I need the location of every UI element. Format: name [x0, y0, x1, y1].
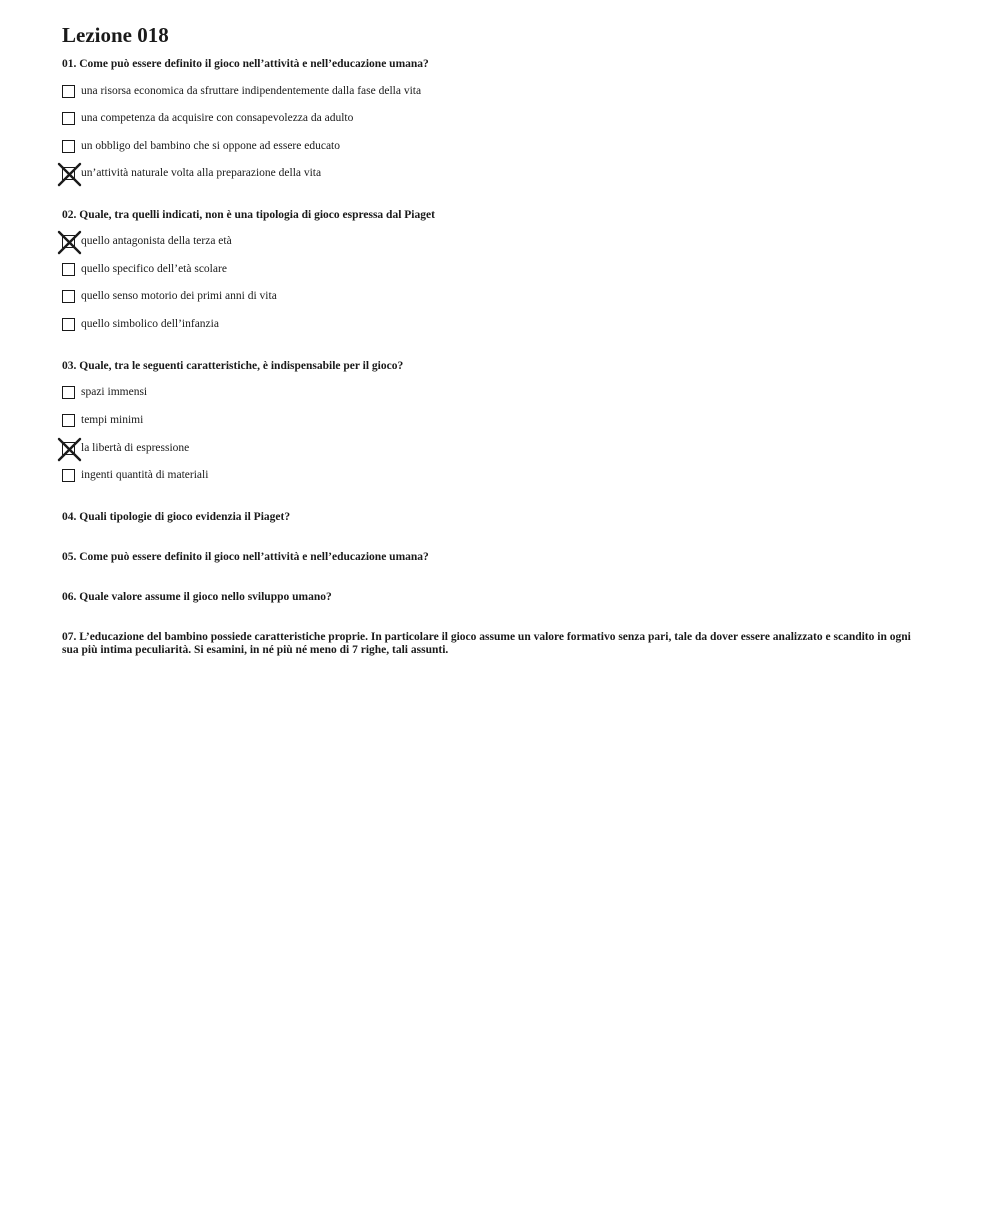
question-2: 02. Quale, tra quelli indicati, non è una tipologia di gioco espressa dal Piaget	[62, 209, 435, 221]
checkbox[interactable]	[62, 85, 75, 98]
option-2-4[interactable]	[62, 316, 219, 332]
option-1-2[interactable]	[62, 110, 353, 126]
option-1-3[interactable]	[62, 138, 340, 154]
check-cross-icon	[58, 231, 81, 254]
checkbox[interactable]	[62, 386, 75, 399]
checkbox[interactable]	[62, 235, 75, 248]
option-2-2[interactable]	[62, 261, 227, 277]
check-cross-icon	[58, 163, 81, 186]
option-label: un obbligo del bambino che si oppone ad essere educato	[81, 140, 340, 152]
checkbox[interactable]	[62, 112, 75, 125]
option-label: quello simbolico dell’infanzia	[81, 318, 219, 330]
question-7: 07. L’educazione del bambino possiede caratteristiche proprie. In particolare il gioco assume un valore formativo senza pari, tale da dover essere analizzato e scandito in ogni sua più intima peculiarità. Si esamini, in né più né meno di 7 righe, tali assunti.	[62, 631, 911, 656]
check-cross-icon	[58, 438, 81, 461]
checkbox[interactable]	[62, 442, 75, 455]
option-3-3[interactable]	[62, 440, 189, 456]
question-5: 05. Come può essere definito il gioco nell’attività e nell’educazione umana?	[62, 551, 429, 563]
option-1-1[interactable]	[62, 83, 421, 99]
checkbox[interactable]	[62, 469, 75, 482]
checkbox[interactable]	[62, 414, 75, 427]
option-2-3[interactable]	[62, 288, 277, 304]
option-label: la libertà di espressione	[81, 442, 190, 454]
checkbox[interactable]	[62, 263, 75, 276]
checkbox[interactable]	[62, 140, 75, 153]
question-3: 03. Quale, tra le seguenti caratteristiche, è indispensabile per il gioco?	[62, 360, 404, 372]
page-title: Lezione 018	[62, 23, 169, 47]
option-label: tempi minimi	[81, 414, 144, 426]
question-4: 04. Quali tipologie di gioco evidenzia il Piaget?	[62, 511, 291, 523]
option-label: quello specifico dell’età scolare	[81, 263, 227, 275]
option-3-1[interactable]	[62, 384, 147, 400]
option-label: ingenti quantità di materiali	[81, 469, 209, 481]
question-6: 06. Quale valore assume il gioco nello sviluppo umano?	[62, 591, 332, 603]
option-label: una risorsa economica da sfruttare indipendentemente dalla fase della vita	[81, 85, 422, 97]
checkbox[interactable]	[62, 290, 75, 303]
checkbox[interactable]	[62, 318, 75, 331]
option-1-4[interactable]	[62, 165, 321, 181]
option-2-1[interactable]	[62, 233, 232, 249]
checkbox[interactable]	[62, 167, 75, 180]
option-3-4[interactable]	[62, 467, 208, 483]
option-label: quello antagonista della terza età	[81, 235, 232, 247]
option-3-2[interactable]	[62, 412, 143, 428]
question-1: 01. Come può essere definito il gioco nell’attività e nell’educazione umana?	[62, 58, 429, 70]
option-label: spazi immensi	[81, 386, 148, 398]
option-label: una competenza da acquisire con consapevolezza da adulto	[81, 112, 354, 124]
option-label: quello senso motorio dei primi anni di vita	[81, 290, 277, 302]
option-label: un’attività naturale volta alla preparazione della vita	[81, 167, 322, 179]
